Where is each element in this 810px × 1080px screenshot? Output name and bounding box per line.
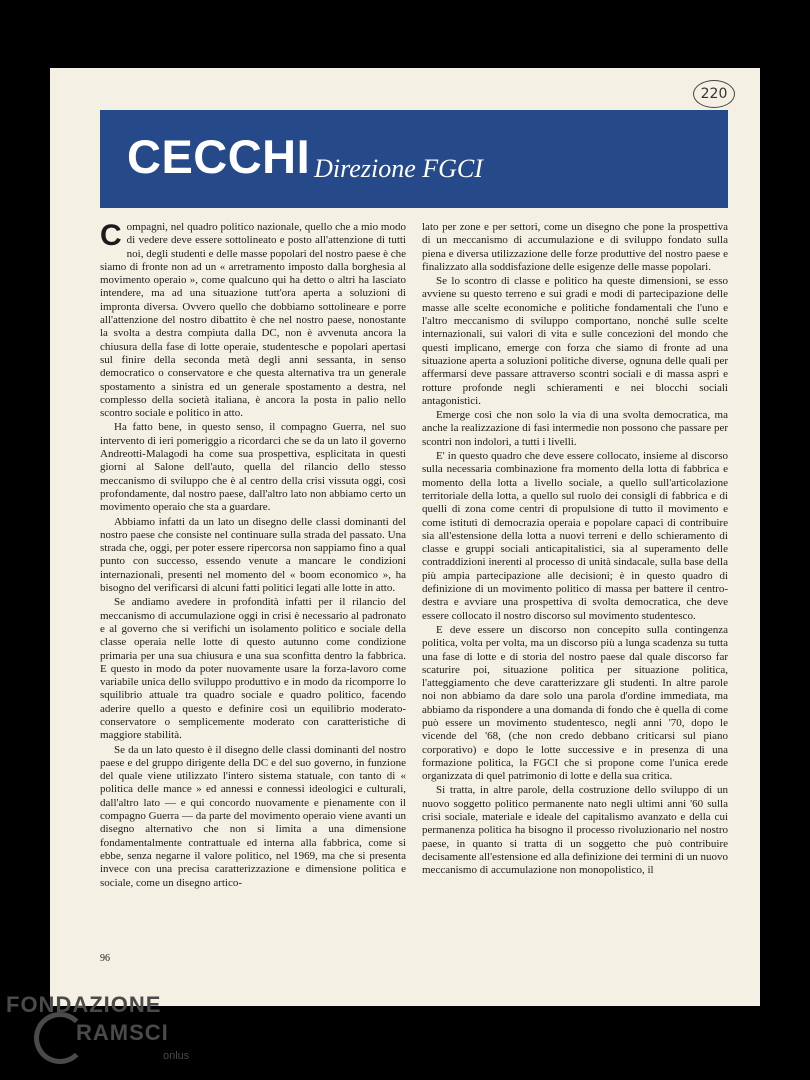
paragraph: Se da un lato questo è il disegno delle classi dominanti del nostro paese e del gruppo dirigente della DC e del suo governo, in funzione del quale viene utilizzato l'intero sistema statuale, con tanto di « politica delle mance » ed annessi e connessi ideologici e culturali, dall'altro lato — e qui concordo nuovamente e pienamente con il compagno Guerra — da parte del movimento operaio viene avanti un disegno alternativo che non si limita a una dimensione fondamentalmente contrattuale ed interna alla fabbrica, come si ebbe, senza negarne il valore politico, nel 1969, ma che si presenta invece con una precisa caratterizzazione e dimensione politica e sociale, come un disegno artico- xyxy=(100,743,406,889)
paragraph: lato per zone e per settori, come un disegno che pone la prospettiva di un meccanismo di accumulazione e di sviluppo fondato sulla piena e diversa utilizzazione delle forze produttive del nostro paese e finalizzato alla soddisfazione delle esigenze delle masse popolari. xyxy=(422,221,728,273)
paragraph: Emerge così che non solo la via di una svolta democratica, ma anche la realizzazione di fasi intermedie non possono che passare per scontri non indolori, a tutti i livelli. xyxy=(422,409,728,448)
article-body xyxy=(100,221,728,951)
paragraph: Se andiamo avedere in profondità infatti per il rilancio del meccanismo di accumulazione oggi in crisi è necessario al padronato e al governo che si verifichi un isolamento politico e sociale della classe operaia nelle lotte di questo autunno come condizione primaria per una sua chiusura e una sua sconfitta dentro la fabbrica. E questo in modo da poter nuovamente usare la forza-lavoro come variabile unica dello sviluppo produttivo e in modo da ricomporre lo squilibrio attuale tra quadro sociale e quadro politico, facendo aderire quello a questo e definire così un equilibrio moderato-conservatore o semplicemente moderato con caratteristiche di maggiore stabilità. xyxy=(100,596,406,742)
dropcap: C xyxy=(100,219,122,252)
column-right xyxy=(422,221,728,951)
paragraph xyxy=(100,221,406,420)
watermark-sub: onlus xyxy=(163,1050,190,1062)
watermark-line1: FONDAZIONE xyxy=(6,992,162,1017)
paragraph-text: ompagni, nel quadro politico nazionale, quello che a mio modo di vedere deve essere sottolineato e posto all'attenzione di tutti noi, degli studenti e delle masse popolari del nostro paese è che siamo di fronte non ad un « arretramento imposto dalla borghesia al movimento operaio », come qualcuno qui ha detto o altri ha lasciato intendere, ma ad una situazione tutt'ora aperta a soluzioni di impronta diversa. Ovvero quello che dobbiamo sottolineare e porre all'attenzione del nostro dibattito è che nel nostro paese, nonostante la svolta a destra compiuta dalla DC, non è avvenuta ancora la chiusura della fase di lotte operaie, studentesche e popolari apertasi sul finire della seconda metà degli anni sessanta, in senso democratico o conservatore e che questa alternativa tra un generale spostamento a sinistra ed un generale spostamento a destra, nel complesso della società italiana, è ancora la posta in palio nello scontro sociale e politico in atto. xyxy=(100,221,406,420)
archive-stamp: 220 xyxy=(693,80,735,108)
page-number: 96 xyxy=(100,953,110,964)
speaker-affiliation: - Direzione FGCI xyxy=(299,154,483,183)
paragraph: Ha fatto bene, in questo senso, il compagno Guerra, nel suo intervento di ieri pomeriggio a ricordarci che se da un lato il governo Andreotti-Malagodi ha come sua prospettiva, esplicitata in questi giorni al Salone dell'auto, quella del rilancio dello stesso meccanismo di sviluppo che è al centro della crisi vissuta oggi, così profondamente, dal nostro paese, dall'altro lato non abbiamo certo un movimento operaio che sta a guardare. xyxy=(100,421,406,514)
watermark-line2: RAMSCI xyxy=(76,1020,169,1045)
fondazione-gramsci-watermark xyxy=(6,992,236,1076)
paragraph: E deve essere un discorso non concepito sulla contingenza politica, volta per volta, ma un discorso più a lunga scadenza su tutta una fase di lotte e di storia del nostro paese dal quale discorso far scaturire poi, situazione politica per situazione politica, l'atteggiamento che deve caratterizzare gli studenti. In altre parole noi non abbiamo da dare solo una parola d'ordine immediata, ma abbiamo da rispondere a una domanda di fondo che è quella di come può essere un movimento studentesco, negli anni '70, dopo le vicende del '68, (che non credo debbano criticarsi sul piano corporativo) e dopo le lotte successive e in presenza di una formazione politica, la FGCI che si propone come l'unica erede organizzata di quel patrimonio di lotte e della sua critica. xyxy=(422,623,728,783)
title-banner xyxy=(100,110,728,208)
speaker-name: CECCHI xyxy=(127,130,311,183)
document-page xyxy=(50,68,760,1006)
paragraph: Se lo scontro di classe e politico ha queste dimensioni, se esso avviene su questo terreno e sui gradi e modi di partecipazione delle masse alle scelte economiche e politiche fondamentali che l'uno e l'altro meccanismo di sviluppo comportano, nonché sulle scelte internazionali, sui valori di vita e sulle concezioni del mondo che questi implicano, emerge con forza che siamo di fronte ad una situazione aperta a soluzioni politiche diverse, ognuna delle quali per affermarsi deve passare attraverso scontri sociali e di massa aspri e rotture profonde negli schieramenti e nei blocchi sociali antagonistici. xyxy=(422,275,728,407)
column-left xyxy=(100,221,406,951)
paragraph: Abbiamo infatti da un lato un disegno delle classi dominanti del nostro paese che consiste nel continuare sulla strada del passato. Una strada che, oggi, per poter essere ripercorsa non sappiamo fino a qual punto con successo, essendo venute a mancare le condizioni internazionali, presenti nel momento del « boom economico », ha bisogno del verificarsi di alcuni fatti politici legati alle lotte in atto. xyxy=(100,515,406,595)
paragraph: E' in questo quadro che deve essere collocato, insieme al discorso sulla necessaria combinazione fra momento della lotta di fabbrica e momento della lotta a livello sociale, a quello sull'articolazione territoriale della lotta, a quello sul ruolo dei consigli di fabbrica e di quelli di zona come centri di propulsione di tutto il movimento e come istituti di democrazia operaia e popolare capaci di contribuire sia all'estensione della lotta a nuovi terreni e dello schieramento di classe e gruppi sociali anticapitalistici, sia al superamento delle contraddizioni inerenti al processo di unità sindacale, sulla base della più ampia partecipazione alle decisioni; è in questo quadro di definizione di un movimento politico di massa per battere il centro-destra e avviare una prospettiva di svolta democratica, che deve essere collocato il nostro discorso sul movimento studentesco. xyxy=(422,450,728,622)
paragraph: Si tratta, in altre parole, della costruzione dello sviluppo di un nuovo soggetto politico permanente nato negli ultimi anni '60 sulla crisi sociale, materiale e ideale del capitalismo avanzato e della cui permanenza politica ha bisogno il processo rivoluzionario nel nostro paese, in quanto si tratta di un soggetto che può contribuire decisamente all'estensione ed alla definizione dei termini di un nuovo meccanismo di accumulazione non monopolistico, il xyxy=(422,784,728,877)
